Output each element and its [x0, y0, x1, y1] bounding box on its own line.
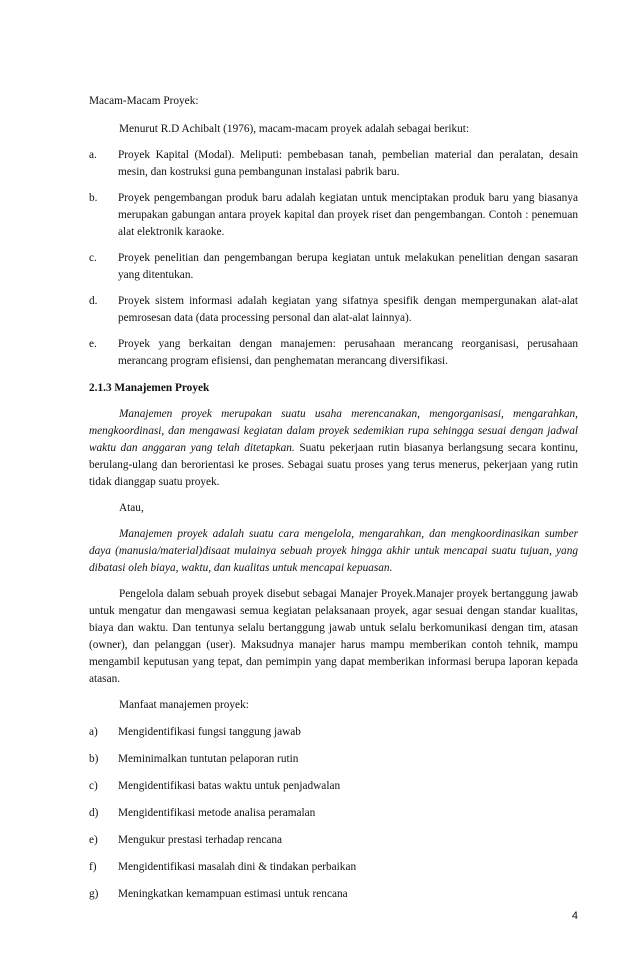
list-label: e.: [89, 338, 97, 350]
list-label: c.: [89, 252, 97, 264]
benefit-label: b): [89, 753, 99, 765]
definition-paragraph-2: Manajemen proyek adalah suatu cara mengelola, mengarahkan, dan mengkoordinasikan sumber daya (manusia/material)disaat mulainya sebuah proyek hingga akhir untuk mencapai suatu tujuan, yang dibatasi oleh biaya, waktu, dan kualitas untuk mencapai kepuasan.: [89, 528, 578, 574]
benefit-label: e): [89, 834, 98, 846]
list-item: [89, 293, 578, 327]
benefit-item: [89, 778, 578, 795]
list-label: a.: [89, 149, 97, 161]
list-text: Proyek pengembangan produk baru adalah kegiatan untuk menciptakan produk baru yang biasanya merupakan gabungan antara proyek kapital dan proyek riset dan pengembangan. Contoh : penemuan alat elektronik karaoke.: [118, 192, 578, 238]
definition-1-normal: Suatu pekerjaan rutin biasanya berlangsung secara kontinu, berulang-ulang dan berorientasi ke proses. Sebagai suatu proses yang terus menerus, pekerjaan yang rutin tidak dianggap suatu proyek.: [89, 442, 578, 488]
benefit-item: [89, 832, 578, 849]
benefit-text: Mengidentifikasi masalah dini & tindakan perbaikan: [118, 861, 357, 873]
list-text: Proyek Kapital (Modal). Meliputi: pembebasan tanah, pembelian material dan peralatan, desain mesin, dan kostruksi guna pembangunan instalasi pabrik baru.: [118, 149, 578, 178]
definition-paragraph-1: [89, 406, 578, 491]
benefit-text: Meningkatkan kemampuan estimasi untuk rencana: [118, 888, 348, 900]
list-item: [89, 147, 578, 181]
benefit-label: c): [89, 780, 98, 792]
list-text: Proyek penelitian dan pengembangan berupa kegiatan untuk melakukan penelitian dengan sasaran yang ditentukan.: [118, 252, 578, 281]
list-text: Proyek yang berkaitan dengan manajemen: perusahaan merancang reorganisasi, perusahaan merancang program efisiensi, dan penghematan merancang diversifikasi.: [118, 338, 578, 367]
project-types-title: Macam-Macam Proyek:: [89, 95, 199, 107]
list-label: b.: [89, 192, 98, 204]
benefit-item: [89, 886, 578, 903]
benefit-text: Mengidentifikasi batas waktu untuk penjadwalan: [118, 780, 341, 792]
project-types-intro: Menurut R.D Achibalt (1976), macam-macam proyek adalah sebagai berikut:: [119, 123, 470, 135]
benefit-label: a): [89, 726, 98, 738]
benefit-text: Mengidentifikasi metode analisa peramalan: [118, 807, 316, 819]
list-item: [89, 190, 578, 241]
benefit-item: [89, 724, 578, 741]
section-heading: 2.1.3 Manajemen Proyek: [89, 382, 210, 394]
benefit-label: g): [89, 888, 99, 900]
atau-text: Atau,: [119, 502, 144, 514]
list-label: d.: [89, 295, 98, 307]
benefit-text: Meminimalkan tuntutan pelaporan rutin: [118, 753, 299, 765]
benefit-label: f): [89, 861, 97, 873]
benefit-item: [89, 859, 578, 876]
manager-paragraph: Pengelola dalam sebuah proyek disebut sebagai Manajer Proyek.Manajer proyek bertanggung jawab untuk mengatur dan mengawasi semua kegiatan pelaksanaan proyek, agar sesuai dengan standar kualitas, biaya dan waktu. Dan tentunya selalu bertanggung jawab untuk selalu berkomunikasi dengan tim, atasan (owner), dan pelanggan (user). Maksudnya manajer harus mampu memberikan contoh tehnik, mampu mengambil keputusan yang tepat, dan pemimpin yang dapat memberikan informasi berupa laporan kepada atasan.: [89, 588, 578, 685]
benefit-item: [89, 805, 578, 822]
benefit-label: d): [89, 807, 99, 819]
definition-1-italic: Manajemen proyek merupakan suatu usaha merencanakan, mengorganisasi, mengarahkan, mengkoordinasi, dan mengawasi kegiatan dalam proyek sedemikian rupa sehingga sesuai dengan jadwal waktu dan anggaran yang telah ditetapkan.: [89, 408, 578, 454]
list-text: Proyek sistem informasi adalah kegiatan yang sifatnya spesifik dengan mempergunakan alat-alat pemrosesan data (data processing personal dan alat-alat lainnya).: [118, 295, 578, 324]
benefit-text: Mengukur prestasi terhadap rencana: [118, 834, 283, 846]
page-number: 4: [571, 910, 578, 922]
document-page: [89, 93, 578, 903]
benefits-intro: Manfaat manajemen proyek:: [119, 699, 249, 711]
benefit-item: [89, 751, 578, 768]
list-item: [89, 336, 578, 370]
list-item: [89, 250, 578, 284]
benefit-text: Mengidentifikasi fungsi tanggung jawab: [118, 726, 301, 738]
